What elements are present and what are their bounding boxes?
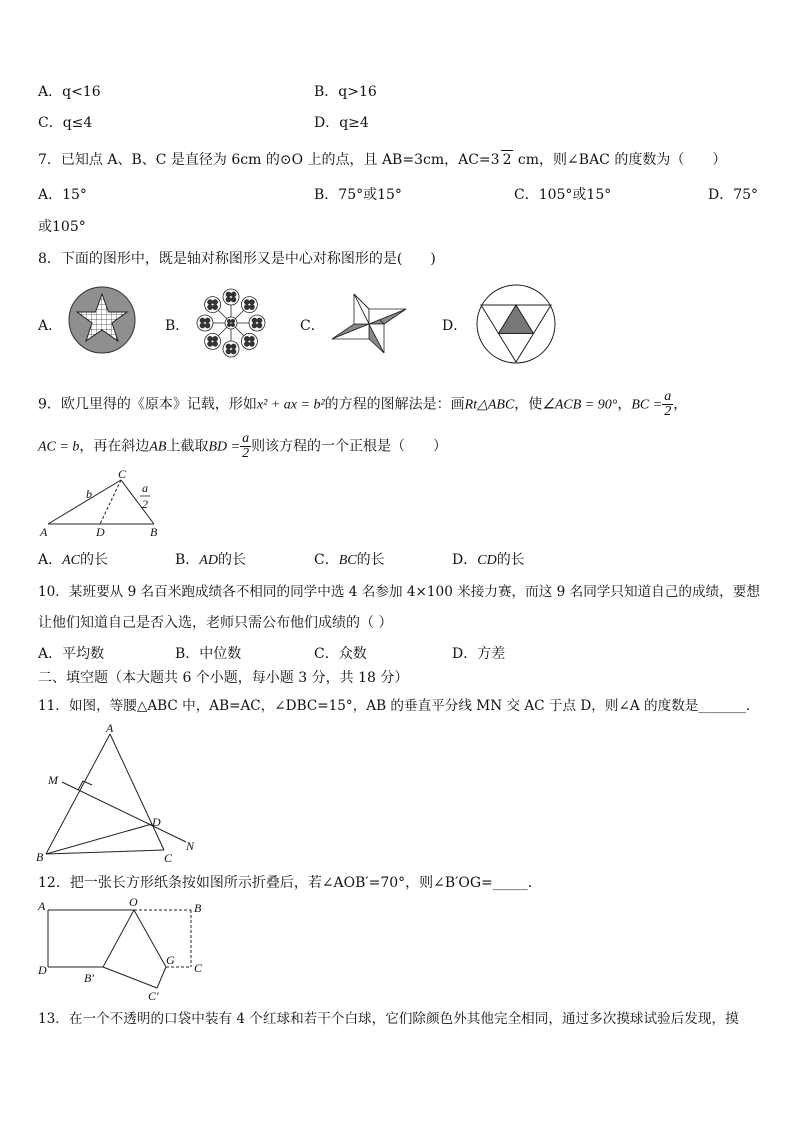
q8-option-b: B．	[165, 318, 190, 334]
label-c: C	[194, 961, 203, 975]
label-b-prime: B′	[84, 971, 94, 985]
section-heading: 二、填空题（本大题共 6 个小题，每小题 3 分，共 18 分）	[38, 670, 409, 686]
q9-stem-line1: 9．欧几里得的《原本》记载，形如x² + ax = b²的方程的图解法是：画Rt△ABC，使∠ACB = 90°，BC = $\frac{a}{2}$ ，	[38, 389, 688, 419]
q9-option-c: C．BC的长	[314, 552, 385, 568]
circle-star-figure	[66, 284, 138, 356]
q6-option-b: B．q>16	[314, 84, 377, 100]
label-d: D	[152, 815, 161, 829]
q9-option-d: D．CD的长	[452, 552, 525, 568]
label-a: A	[40, 525, 48, 539]
q9-option-b: B．AD的长	[175, 552, 246, 568]
q6-option-a: A．q<16	[38, 84, 101, 100]
circle-flower-figure	[194, 289, 268, 357]
circle-triangle-figure	[474, 282, 558, 366]
label-c-prime: C′	[148, 989, 159, 1003]
label-side-b: b	[86, 487, 92, 501]
q7-option-d-cont: 或105°	[38, 219, 86, 235]
label-a: A	[106, 721, 114, 735]
isosceles-triangle-figure	[34, 720, 204, 865]
q10-stem-line2: 让他们知道自己是否入选，老师只需公布他们成绩的（ ）	[38, 615, 393, 631]
q7-option-c: C．105°或15°	[514, 187, 612, 203]
q8-stem: 8．下面的图形中，既是轴对称图形又是中心对称图形的是( )	[38, 251, 436, 267]
label-c: C	[164, 851, 173, 865]
q9-stem-line2: AC = b，再在斜边AB上截取BD = $\frac{a}{2}$ 则该方程的一个正根是（ ）	[38, 431, 448, 461]
label-m: M	[48, 773, 58, 787]
q10-option-c: C．众数	[314, 646, 367, 662]
q6-option-d: D．q≥4	[314, 115, 369, 131]
label-b: B	[150, 525, 158, 539]
q10-stem-line1: 10．某班要从 9 名百米跑成绩各不相同的同学中选 4 名参加 4×100 米接力赛，而这 9 名同学只知道自己的成绩，要想	[38, 584, 760, 600]
label-g: G	[166, 953, 175, 967]
label-c: C	[118, 467, 127, 481]
label-a: A	[38, 899, 46, 913]
label-o: O	[129, 895, 138, 909]
fraction-a-over-2: $\frac{a}{2}$	[664, 389, 672, 419]
folded-strip-figure	[34, 896, 214, 1006]
q10-option-d: D．方差	[452, 646, 506, 662]
q7-option-a: A．15°	[38, 187, 87, 203]
label-side-a: a	[142, 481, 148, 495]
label-b: B	[36, 850, 44, 864]
q7-option-d: D．75°	[708, 187, 759, 203]
label-d: D	[38, 963, 47, 977]
q10-option-b: B．中位数	[175, 646, 242, 662]
q8-option-a: A．	[38, 318, 63, 334]
fraction-a-over-2: $\frac{a}{2}$	[242, 431, 250, 461]
label-d: D	[96, 525, 105, 539]
q8-option-d: D．	[442, 318, 468, 334]
label-side-2: 2	[142, 497, 148, 511]
q7-stem: 7．已知点 A、B、C 是直径为 6cm 的⊙O 上的点，且 AB=3cm，AC=3 2 cm，则∠BAC 的度数为（ ）	[38, 152, 727, 168]
pinwheel-figure	[326, 289, 412, 359]
q6-option-c: C．q≤4	[38, 115, 93, 131]
label-n: N	[186, 839, 195, 853]
right-triangle-figure	[36, 467, 166, 540]
q9-option-a: A．AC的长	[38, 552, 109, 568]
sqrt-2: 2	[502, 152, 512, 168]
q12-stem: 12．把一张长方形纸条按如图所示折叠后，若∠AOB′=70°，则∠B′OG=_____．	[38, 875, 542, 891]
q11-stem: 11．如图，等腰△ABC 中，AB=AC，∠DBC=15°，AB 的垂直平分线 MN 交 AC 于点 D，则∠A 的度数是_______．	[38, 698, 760, 714]
q13-stem-line1: 13．在一个不透明的口袋中装有 4 个红球和若干个白球，它们除颜色外其他完全相同，通过多次摸球试验后发现，摸	[38, 1011, 739, 1027]
q10-option-a: A．平均数	[38, 646, 105, 662]
q7-option-b: B．75°或15°	[314, 187, 402, 203]
label-b: B	[194, 901, 202, 915]
q8-option-c: C．	[300, 318, 325, 334]
